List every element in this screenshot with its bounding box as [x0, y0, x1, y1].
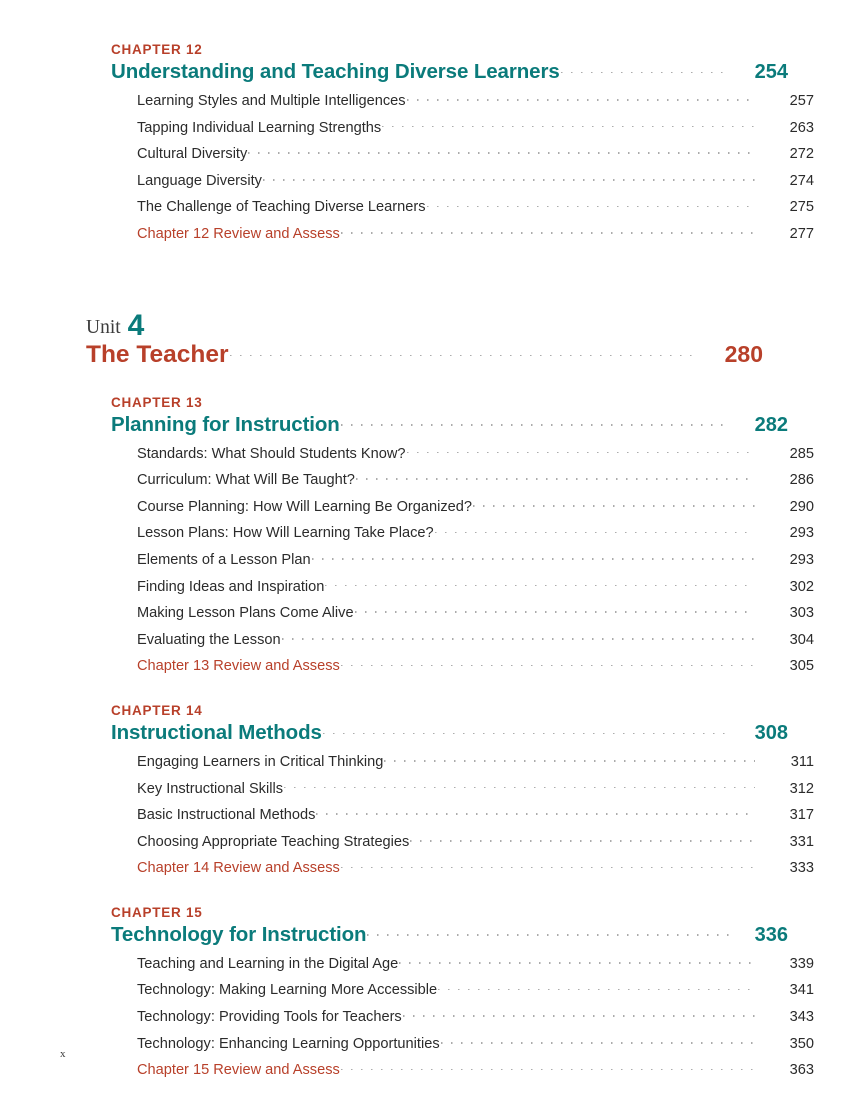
- chapter-title-row[interactable]: [86, 413, 788, 437]
- chapter-kicker: CHAPTER 15: [111, 904, 203, 920]
- toc-entry-page-number: 277: [789, 225, 814, 242]
- toc-entry-row[interactable]: [86, 601, 814, 627]
- toc-section-list: [86, 42, 814, 1107]
- toc-entry-row[interactable]: [86, 777, 814, 803]
- toc-entry-row[interactable]: [86, 1032, 814, 1058]
- toc-entry-label: Evaluating the Lesson: [137, 631, 281, 648]
- toc-entry-label: Chapter 15 Review and Assess: [137, 1062, 340, 1079]
- dot-leader: [312, 548, 755, 564]
- dot-leader: [248, 142, 755, 158]
- toc-entry-label: Chapter 12 Review and Assess: [137, 225, 340, 242]
- toc-entry-row[interactable]: [86, 442, 814, 468]
- toc-entry-label: Elements of a Lesson Plan: [137, 551, 311, 568]
- chapter-block: [86, 394, 814, 680]
- chapter-review-row[interactable]: [86, 1058, 814, 1084]
- toc-entry-page-number: 311: [790, 753, 814, 770]
- toc-entry-row[interactable]: [86, 548, 814, 574]
- toc-entry-page-number: 312: [789, 780, 814, 797]
- dot-leader: [403, 1005, 755, 1021]
- chapter-block: [86, 42, 814, 248]
- toc-entry-label: Tapping Individual Learning Strengths: [137, 119, 382, 136]
- toc-entry-label: Technology: Making Learning More Accessible: [137, 982, 438, 999]
- toc-entry-label: Curriculum: What Will Be Taught?: [137, 472, 355, 489]
- toc-entry-label: Basic Instructional Methods: [137, 807, 316, 824]
- toc-entry-label: Technology: Providing Tools for Teachers: [137, 1009, 402, 1026]
- chapter-kicker: CHAPTER 12: [111, 42, 203, 57]
- toc-entry-page-number: 263: [789, 119, 814, 136]
- dot-leader: [230, 344, 700, 362]
- toc-entry-row[interactable]: [86, 521, 814, 547]
- toc-entry-page-number: 363: [789, 1062, 814, 1079]
- toc-entry-page-number: 293: [789, 525, 814, 542]
- chapter-kicker: CHAPTER 13: [111, 394, 203, 410]
- chapter-page-number: 308: [754, 721, 788, 744]
- toc-entry-row[interactable]: [86, 803, 814, 829]
- section-spacer: [86, 681, 763, 703]
- toc-entry-page-number: 304: [789, 631, 814, 648]
- toc-entry-label: Standards: What Should Students Know?: [137, 445, 406, 462]
- toc-entry-page-number: 339: [789, 955, 814, 972]
- dot-leader: [316, 803, 755, 819]
- chapter-block: [86, 904, 814, 1084]
- dot-leader: [355, 601, 755, 617]
- dot-leader: [407, 442, 755, 458]
- section-spacer: [86, 249, 763, 271]
- dot-leader: [341, 222, 755, 238]
- toc-entry-label: Choosing Appropriate Teaching Strategies: [137, 833, 410, 850]
- dot-leader: [384, 750, 755, 766]
- toc-entry-row[interactable]: [86, 1005, 814, 1031]
- toc-entry-page-number: 350: [789, 1035, 814, 1052]
- chapter-page-number: 336: [754, 923, 788, 946]
- chapter-review-row[interactable]: [86, 654, 814, 680]
- unit-kicker: [86, 308, 763, 342]
- chapter-title: Understanding and Teaching Diverse Learners: [111, 60, 560, 83]
- section-spacer: [86, 1085, 763, 1107]
- toc-entry-label: Key Instructional Skills: [137, 780, 283, 797]
- toc-entry-label: Teaching and Learning in the Digital Age: [137, 955, 399, 972]
- section-spacer: [86, 883, 763, 905]
- toc-entry-page-number: 303: [789, 605, 814, 622]
- toc-entry-page-number: 331: [789, 833, 814, 850]
- toc-entry-page-number: 305: [789, 658, 814, 675]
- toc-entry-page-number: 343: [789, 1009, 814, 1026]
- toc-entry-label: Making Lesson Plans Come Alive: [137, 605, 354, 622]
- unit-block: [86, 309, 763, 369]
- dot-leader: [438, 978, 755, 994]
- toc-entry-row[interactable]: [86, 116, 814, 142]
- toc-entry-row[interactable]: [86, 575, 814, 601]
- chapter-title-row[interactable]: [86, 60, 788, 84]
- dot-leader: [441, 1032, 755, 1048]
- dot-leader: [399, 952, 755, 968]
- toc-entry-row[interactable]: [86, 169, 814, 195]
- toc-entry-page-number: 274: [789, 172, 814, 189]
- chapter-kicker: CHAPTER 14: [111, 702, 203, 718]
- toc-entry-row[interactable]: [86, 142, 814, 168]
- dot-leader: [367, 923, 729, 941]
- dot-leader: [341, 413, 729, 431]
- dot-leader: [323, 721, 729, 739]
- unit-number: 4: [127, 308, 145, 342]
- toc-entry-label: Chapter 14 Review and Assess: [137, 860, 340, 877]
- toc-entry-row[interactable]: [86, 830, 814, 856]
- toc-entry-page-number: 257: [789, 93, 814, 109]
- toc-entry-page-number: 275: [789, 199, 814, 216]
- chapter-page-number: 282: [754, 413, 788, 436]
- page-folio: x: [60, 1048, 66, 1060]
- dot-leader: [341, 1058, 755, 1074]
- toc-entry-label: Learning Styles and Multiple Intelligences: [137, 93, 406, 109]
- chapter-block: [86, 702, 814, 882]
- toc-entry-row[interactable]: [86, 89, 814, 115]
- toc-entry-row[interactable]: [86, 628, 814, 654]
- toc-entry-label: Technology: Enhancing Learning Opportunities: [137, 1035, 440, 1052]
- chapter-page-number: 254: [754, 61, 788, 83]
- toc-entry-page-number: 333: [789, 860, 814, 877]
- toc-entry-label: Finding Ideas and Inspiration: [137, 578, 325, 595]
- toc-entry-label: The Challenge of Teaching Diverse Learners: [137, 199, 426, 216]
- dot-leader: [341, 654, 755, 670]
- toc-entry-page-number: 286: [789, 472, 814, 489]
- toc-entry-page-number: 290: [789, 498, 814, 515]
- toc-entry-page-number: 293: [789, 551, 814, 568]
- toc-entry-row[interactable]: [86, 750, 814, 776]
- toc-entry-label: Language Diversity: [137, 172, 262, 189]
- dot-leader: [435, 521, 755, 537]
- dot-leader: [473, 495, 755, 511]
- unit-title: The Teacher: [86, 340, 229, 368]
- unit-title-row[interactable]: [86, 341, 763, 369]
- unit-page-number: 280: [724, 340, 763, 367]
- dot-leader: [407, 89, 755, 105]
- toc-entry-label: Engaging Learners in Critical Thinking: [137, 753, 384, 770]
- dot-leader: [284, 777, 755, 793]
- chapter-title-row[interactable]: [86, 721, 788, 745]
- toc-entry-label: Lesson Plans: How Will Learning Take Place?: [137, 525, 434, 542]
- toc-entry-row[interactable]: [86, 195, 814, 221]
- toc-entry-page-number: 285: [789, 445, 814, 462]
- dot-leader: [325, 575, 755, 591]
- dot-leader: [356, 468, 755, 484]
- toc-entry-row[interactable]: [86, 468, 814, 494]
- dot-leader: [282, 628, 755, 644]
- toc-entry-label: Cultural Diversity: [137, 146, 248, 163]
- dot-leader: [341, 856, 755, 872]
- toc-entry-row[interactable]: [86, 978, 814, 1004]
- toc-entry-page-number: 302: [789, 578, 814, 595]
- toc-entry-page-number: 272: [789, 146, 814, 163]
- toc-entry-label: Course Planning: How Will Learning Be Organized?: [137, 498, 473, 515]
- toc-entry-page-number: 341: [789, 982, 814, 999]
- chapter-review-row[interactable]: [86, 222, 814, 248]
- chapter-title: Technology for Instruction: [111, 922, 367, 946]
- unit-word: Unit: [86, 316, 121, 338]
- toc-entry-row[interactable]: [86, 952, 814, 978]
- toc-entry-page-number: 317: [789, 807, 814, 824]
- dot-leader: [561, 60, 729, 78]
- dot-leader: [410, 830, 755, 846]
- chapter-title: Planning for Instruction: [111, 412, 340, 436]
- toc-entry-row[interactable]: [86, 495, 814, 521]
- toc-entry-label: Chapter 13 Review and Assess: [137, 658, 340, 675]
- chapter-title: Instructional Methods: [111, 720, 322, 744]
- chapter-title-row[interactable]: [86, 923, 788, 947]
- dot-leader: [427, 195, 755, 211]
- dot-leader: [263, 169, 755, 185]
- chapter-review-row[interactable]: [86, 856, 814, 882]
- dot-leader: [382, 116, 755, 132]
